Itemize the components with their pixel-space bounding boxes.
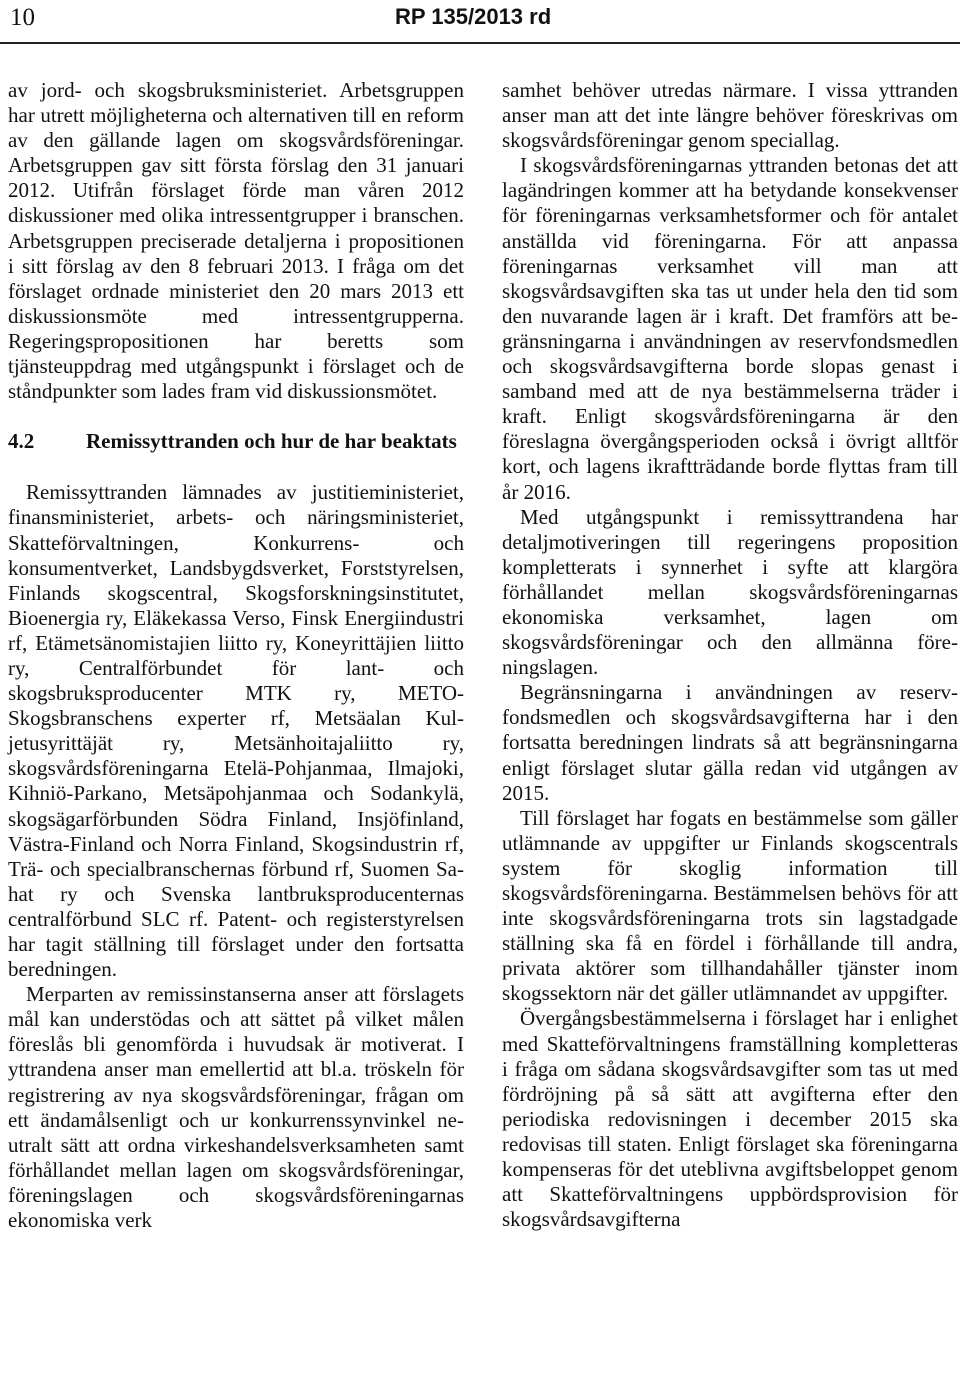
section-number: 4.2 xyxy=(8,429,35,454)
paragraph: Begränsningarna i användningen av reservfondsmedlen och skogsvårdsavgifterna har i den fortsatta beredningen lindrats så att begränsningarna enligt förslaget slutar gälla redan vid utgången av 2015. xyxy=(502,680,958,805)
paragraph: av jord- och skogsbruksministeriet. Arbetsgruppen har utrett möjligheterna och alternativen till en reform av den gällande lagen om skogsvårdsföreningar. Arbetsgruppen gav sitt första förslag den 31 januari 2012. Utifrån förslaget förde man våren 2012 diskussioner med olika intressentgrupper i branschen. Arbetsgruppen preciserade detaljerna i propositionen i sitt förslag av den 8 februari 2013. I fråga om det förslaget ordnade ministeriet den 20 mars 2013 ett diskussionsmöte med intressentgrupperna. Regeringspropositionen har beretts som tjänsteuppdrag med utgångspunkt i förslaget och de ståndpunkter som lades fram vid diskussionsmötet. xyxy=(8,78,464,404)
paragraph: Övergångsbestämmelserna i förslaget har i enlighet med Skatteförvaltningens framställning kompletteras i fråga om sådana skogsvårdsavgifter som tas ut med fördröjning på så sätt att avgifterna efter den periodiska redovisningen i december 2015 ska redovisas till staten. Enligt förslaget ska föreningarna kompenseras för det uteblivna avgiftsbeloppet genom att Skatteförvaltningens uppbördsprovision för skogsvårdsavgifterna xyxy=(502,1006,958,1232)
paragraph: Merparten av remissinstanserna anser att förslagets mål kan understödas och att sättet på vilket målen föreslås bli genomförda i huvudsak är motiverat. I yttrandena anser man emellertid att bl.a. tröskeln för registrering av nya skogsvårdsföreningar, frågan om ett ändamålsenligt och ur konkurrenssynvinkel neutralt sätt att ordna virkeshandelsverksamheten samt förhållandet mellan lagen om skogsvårdsföreningar, föreningslagen och skogsvårdsföreningarnas ekonomiska verk xyxy=(8,982,464,1233)
paragraph: Till förslaget har fogats en bestämmelse som gäller utlämnande av uppgifter ur Finlands skogscentrals system för skoglig information till skogsvårdsföreningarna. Bestämmelsen behövs för att inte skogsvårdsföreningarna trots sin lagstadgade ställning ska få en fördel i förhållande till andra, privata aktörer som tillhandahåller tjänster inom skogssektorn när det gäller utlämnandet av uppgifter. xyxy=(502,805,958,1006)
right-column xyxy=(502,78,958,1232)
left-column xyxy=(8,78,464,1233)
paragraph: Med utgångspunkt i remissyttrandena har detaljmotiveringen till regeringens proposition kompletterats i synnerhet i syfte att klargöra förhållandet mellan skogsvårdsföreningarnas ekonomiska verksamhet, lagen om skogsvårdsföreningar och den allmänna föreningslagen. xyxy=(502,504,958,680)
header-divider xyxy=(0,42,960,44)
section-heading xyxy=(8,429,464,454)
section-title: Remissyttranden och hur de har beaktats xyxy=(86,429,457,454)
paragraph: Remissyttranden lämnades av justitieministeriet, finansministeriet, arbets- och näringsministeriet, Skatteförvaltningen, Konkurrens- och konsumentverket, Landsbygdsverket, Forststyrelsen, Finlands skogscentral, Skogsforskningsinstitutet, Bioenergia ry, Eläkekassa Verso, Finsk Energiindustri rf, Etämetsänomistajien liitto ry, Koneyrittäjien liitto ry, Centralförbundet för lant- och skogsbruksproducenter MTK ry, METO-Skogsbranschens experter rf, Metsäalan Kuljetusyrittäjät ry, Metsänhoitajaliitto ry, skogsvårdsföreningarna Etelä-Pohjanmaa, Ilmajoki, Kihniö-Parkano, Metsäpohjanmaa och Sodankylä, skogsägarförbunden Södra Finland, Insjöfinland, Västra-Finland och Norra Finland, Skogsindustrin rf, Trä- och specialbranschernas förbund rf, Suomen Sahat ry och Svenska lantbruksproducenternas centralförbund SLC rf. Patent- och registerstyrelsen har tagit ställning till förslaget under den fortsatta beredningen. xyxy=(8,480,464,982)
document-reference: RP 135/2013 rd xyxy=(395,4,552,29)
paragraph: samhet behöver utredas närmare. I vissa yttranden anser man att det inte längre behöver föreskrivas om skogsvårdsföreningar genom speciallag. xyxy=(502,78,958,153)
paragraph: I skogsvårdsföreningarnas yttranden betonas det att lagändringen kommer att ha betydande konsekvenser för föreningarnas verksamhetsformer och för antalet anställda vid föreningarna. För att anpassa föreningarnas verksamhet vill man att skogsvårdsavgiften ska tas ut under hela den tid som den nuvarande lagen är i kraft. Det framförs att begränsningarna i användningen av reservfondsmedlen och skogsvårdsavgifterna borde slopas genast i samband med att de nya bestämmelserna träder i kraft. Enligt skogsvårdsföreningarna är den föreslagna övergångsperioden också i övrigt alltför kort, och lagens ikraftträdande borde flyttas fram till år 2016. xyxy=(502,153,958,504)
page-number: 10 xyxy=(10,4,35,31)
